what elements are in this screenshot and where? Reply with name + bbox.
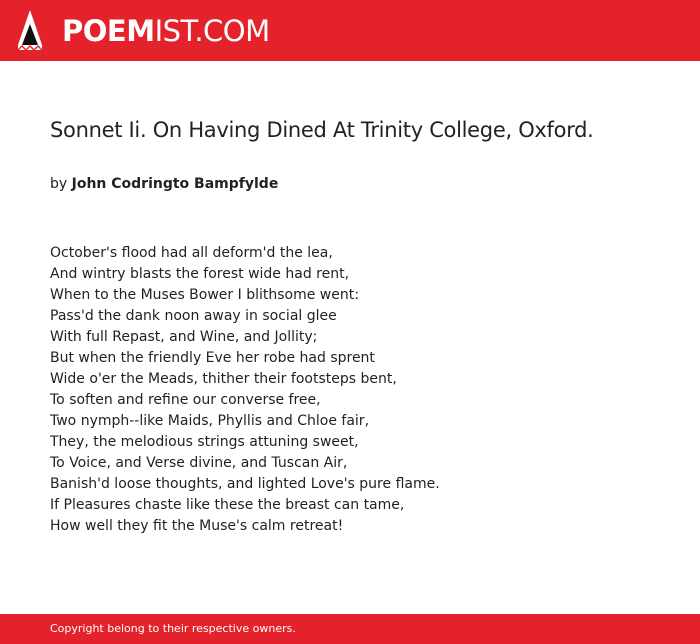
poem-line: October's flood had all deform'd the lea, [50, 245, 333, 261]
poem-line: How well they fit the Muse's calm retreat! [50, 518, 344, 534]
poem-line: Two nymph--like Maids, Phyllis and Chloe fair, [50, 413, 370, 429]
poem-line: With full Repast, and Wine, and Jollity; [50, 329, 318, 345]
poem-line: When to the Muses Bower I blithsome went: [50, 287, 359, 303]
poem-body [50, 243, 650, 537]
copyright-text: Copyright belong to their respective owners. [50, 622, 296, 635]
poem-line: They, the melodious strings attuning sweet, [50, 434, 359, 450]
poem-line: Wide o'er the Meads, thither their footsteps bent, [50, 371, 397, 387]
poem-line: To Voice, and Verse divine, and Tuscan Air, [50, 455, 348, 471]
byline [50, 174, 278, 194]
poem-line: Banish'd loose thoughts, and lighted Love's pure flame. [50, 476, 440, 492]
poem-line: And wintry blasts the forest wide had rent, [50, 266, 350, 282]
by-label: by [50, 176, 68, 192]
poem-line: To soften and refine our converse free, [50, 392, 321, 408]
poem-line: But when the friendly Eve her robe had sprent [50, 350, 375, 366]
poem-line: Pass'd the dank noon away in social glee [50, 308, 337, 324]
logo-bold-text: POEM [62, 14, 155, 48]
poem-title: Sonnet Ii. On Having Dined At Trinity College, Oxford. [50, 118, 594, 142]
site-logo[interactable] [62, 12, 270, 50]
poem-line: If Pleasures chaste like these the breast can tame, [50, 497, 405, 513]
site-header [0, 0, 700, 61]
site-footer [0, 614, 700, 644]
pencil-icon[interactable] [17, 9, 43, 51]
author-link[interactable]: John Codringto Bampfylde [71, 176, 279, 192]
logo-light-text: IST.COM [154, 14, 270, 48]
